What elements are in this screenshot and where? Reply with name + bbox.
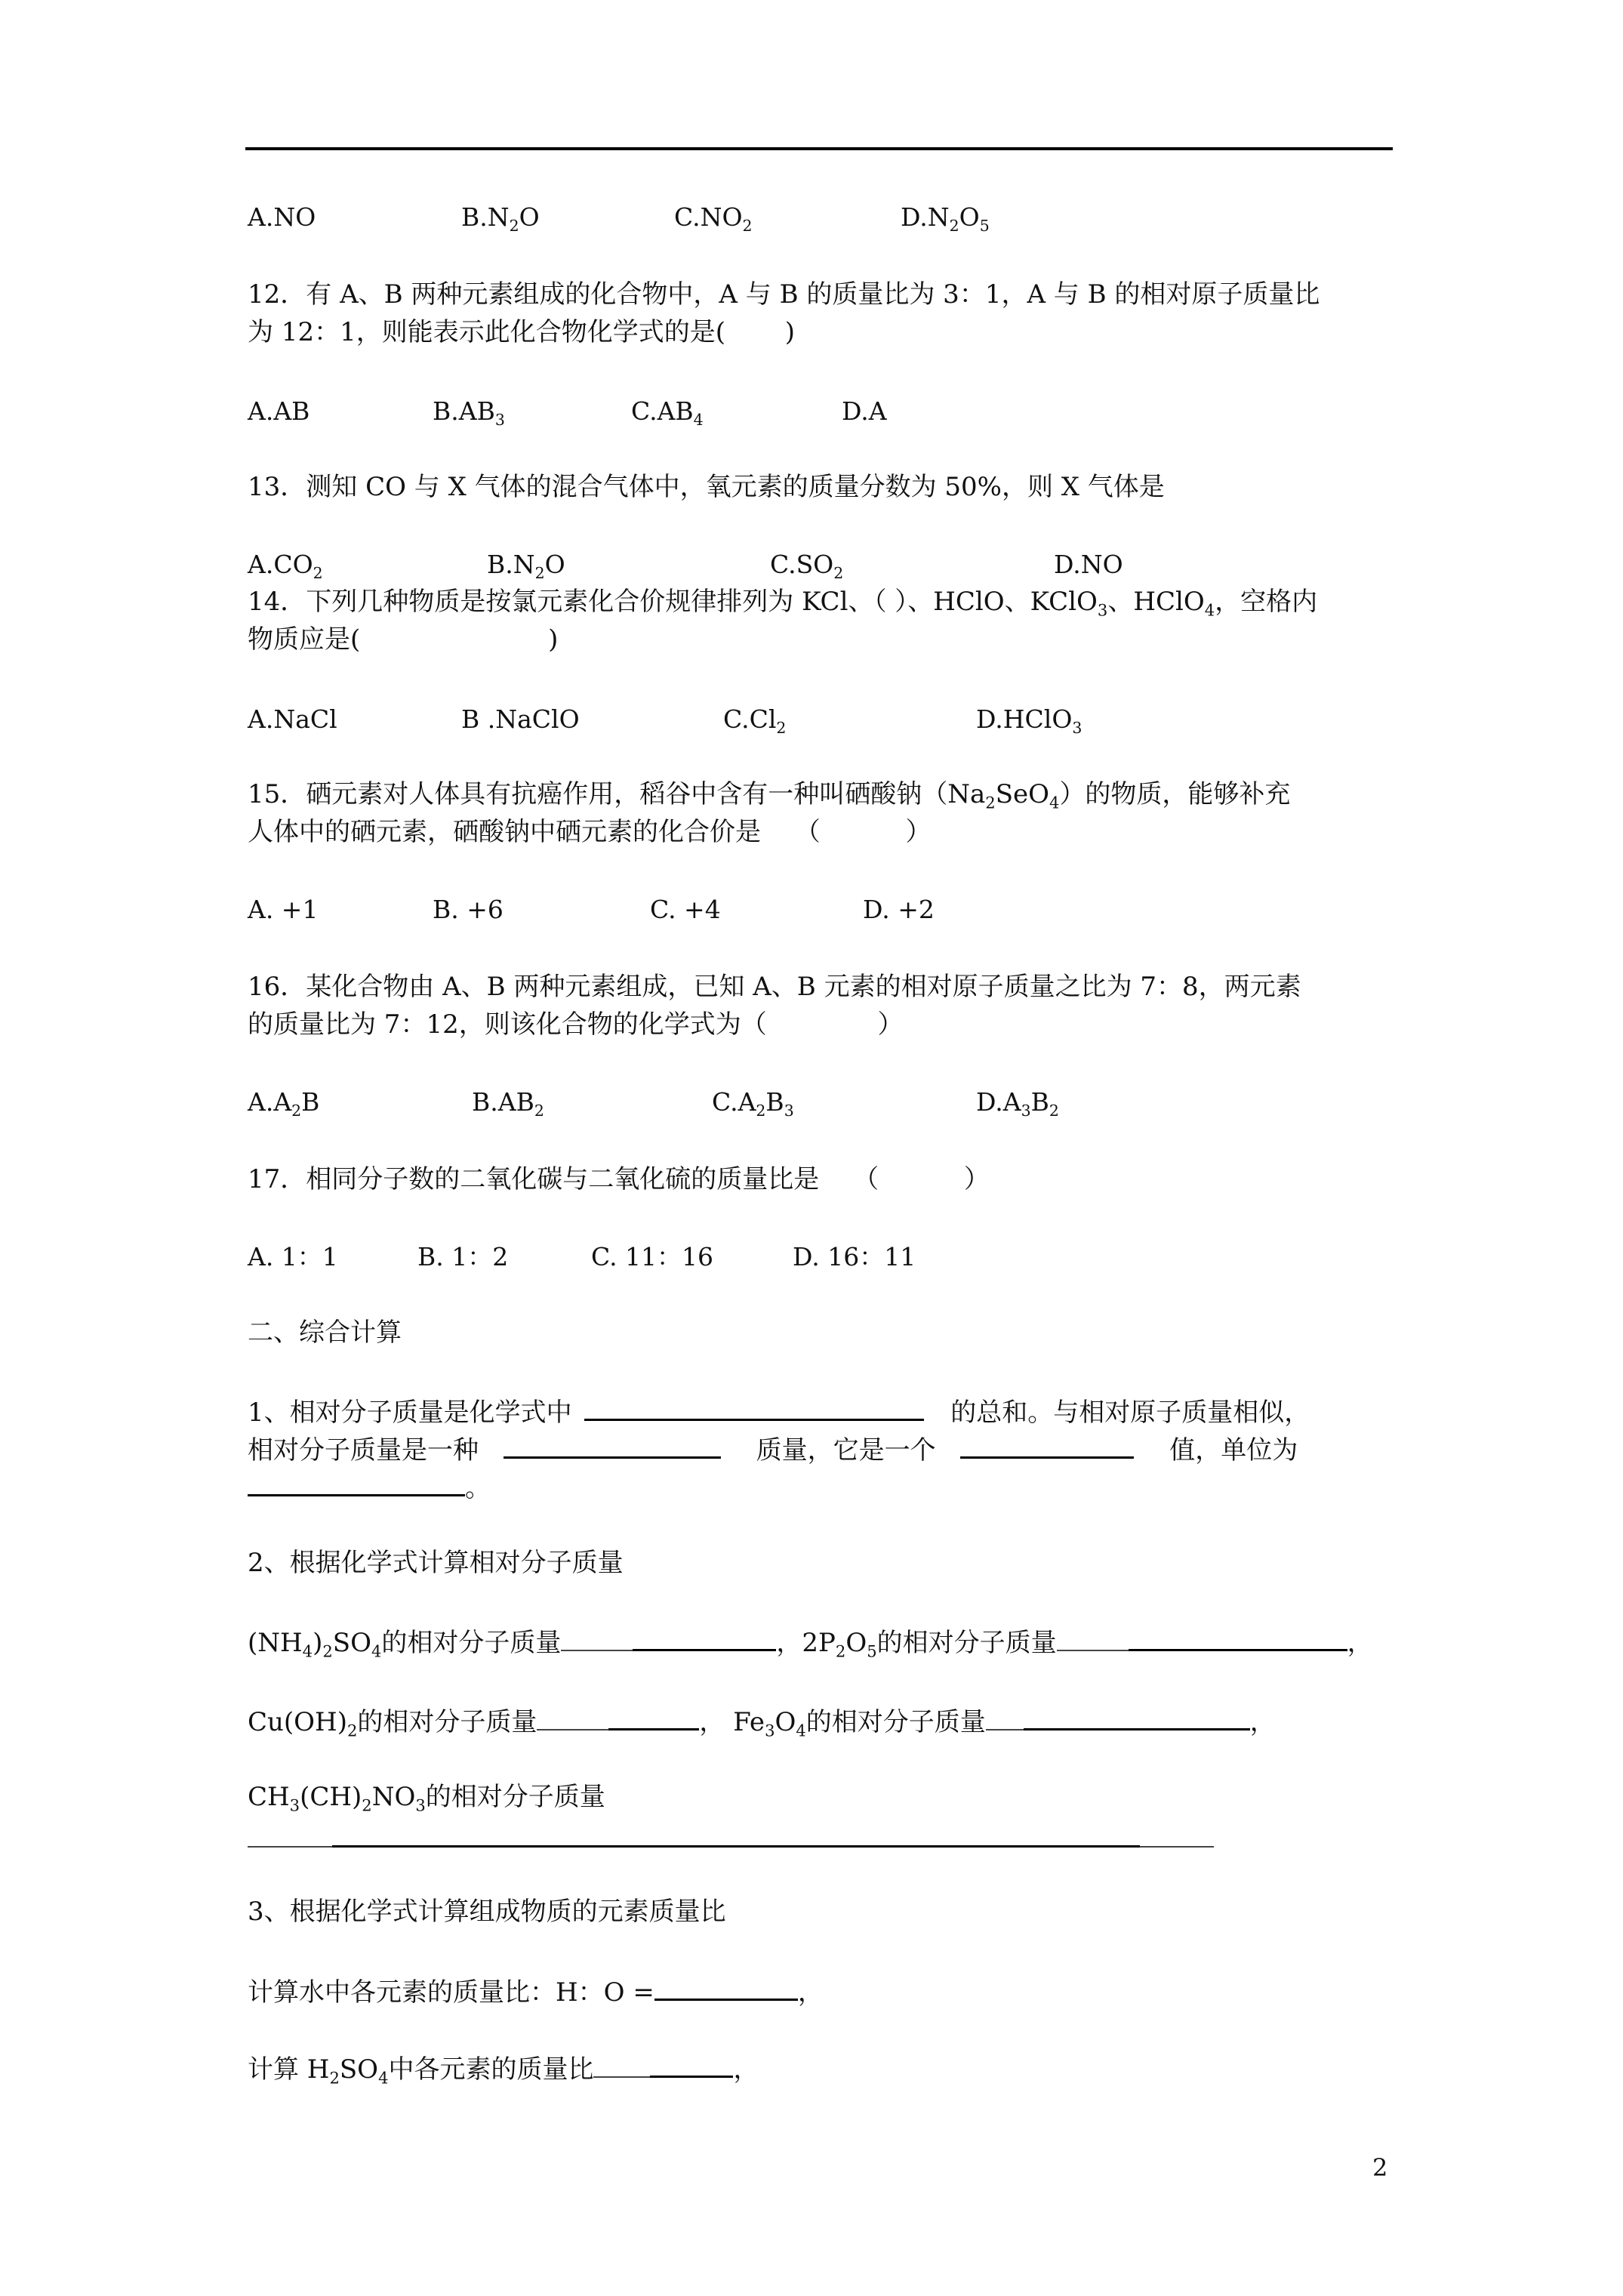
q17-option-c: C. 11：16 (591, 1242, 714, 1271)
answer-blank[interactable] (654, 1974, 798, 2001)
q12-option-a: A.AB (248, 396, 310, 426)
s2-p2-row2: $Cu(OH)_2$的相对分子质量 ， $Fe_3O_4$的相对分子质量 ， (248, 1704, 1276, 1737)
q15-option-c: C. +4 (650, 895, 721, 924)
answer-blank[interactable] (1129, 1625, 1347, 1651)
s2-p2-heading: 2、根据化学式计算相对分子质量 (248, 1548, 624, 1578)
q11-option-d: $D.N_2O_5$ (901, 202, 990, 236)
q15-stem-line2: 人体中的硒元素，硒酸钠中硒元素的化合价是 （ ） (248, 817, 932, 847)
q17-option-b: B. 1：2 (417, 1242, 509, 1271)
q14-option-d: D.HClO$_3$ (976, 704, 1083, 738)
q16-stem-line2: 的质量比为 7：12，则该化合物的化学式为（ ） (248, 1009, 904, 1040)
s2-p1-line3: 。 (248, 1470, 491, 1503)
q16-stem-line1: 16．某化合物由 A、B 两种元素组成，已知 A、B 元素的相对原子质量之比为 7：8，两元素 (248, 972, 1301, 1002)
answer-line-bold (332, 1845, 1140, 1848)
s2-p2-row1: $(NH_4)_2SO_4$的相对分子质量 ，$2P_2O_5$的相对分子质量 ， (248, 1625, 1373, 1658)
q12-option-c: $C.AB_4$ (631, 396, 704, 430)
q13-option-b: $B.N_2O$ (487, 550, 565, 583)
answer-blank[interactable] (504, 1432, 721, 1459)
answer-blank[interactable] (633, 1625, 776, 1651)
q12-stem-line2: 为 12：1，则能表示此化合物化学式的是( ) (248, 317, 796, 347)
q16-option-b: $B.AB_2$ (472, 1087, 544, 1120)
q11-option-b: $B.N_2O$ (461, 202, 540, 236)
q17-option-d: D. 16：11 (793, 1242, 916, 1271)
q14-option-a: A.NaCl (248, 704, 337, 734)
q15-option-d: D. +2 (863, 895, 935, 924)
q16-option-a: $A.A_2B$ (248, 1087, 320, 1120)
q12-option-d: D.A (842, 396, 887, 426)
q14-stem-line1: 14．下列几种物质是按氯元素化合价规律排列为 KCl、（ ）、HClO、KClO$_3$、HClO$_4$，空格内 (248, 587, 1318, 620)
q12-stem-line1: 12．有 A、B 两种元素组成的化合物中，A 与 B 的质量比为 3：1，A 与 B 的相对原子质量比 (248, 279, 1320, 310)
s2-p2-row3: $CH_3(CH)_2NO_3$的相对分子质量 (248, 1782, 605, 1815)
q13-option-a: $A.CO_2$ (248, 550, 323, 583)
q17-option-a: A. 1：1 (248, 1242, 338, 1271)
s2-p1-line1: 1、相对分子质量是化学式中 的总和。与相对原子质量相似， (248, 1395, 1310, 1428)
page-number: 2 (1372, 2153, 1388, 2182)
answer-blank[interactable] (248, 1470, 465, 1496)
header-rule (245, 147, 1393, 150)
q13-option-c: $C.SO_2$ (770, 550, 844, 583)
answer-blank[interactable] (608, 1704, 699, 1730)
answer-blank[interactable] (1024, 1704, 1250, 1730)
q11-option-a: A.NO (248, 202, 316, 232)
answer-blank[interactable] (650, 2051, 733, 2078)
q13-stem: 13．测知 CO 与 X 气体的混合气体中，氧元素的质量分数为 50%，则 X 气体是 (248, 472, 1165, 502)
q16-option-d: $D.A_3B_2$ (976, 1087, 1059, 1120)
s2-p3-heading: 3、根据化学式计算组成物质的元素质量比 (248, 1897, 726, 1927)
q14-option-b: B .NaClO (461, 704, 580, 734)
section-heading: 二、综合计算 (248, 1318, 402, 1348)
q15-stem-line1: 15．硒元素对人体具有抗癌作用，稻谷中含有一种叫硒酸钠$(Na_2SeO_4)$的物质，能够补充 (248, 779, 1291, 812)
s2-p1-line2: 相对分子质量是一种 质量，它是一个 值，单位为 (248, 1432, 1298, 1465)
q14-option-c: $C.Cl_2$ (723, 704, 787, 738)
q15-option-b: B. +6 (433, 895, 504, 924)
q14-stem-line2: 物质应是( ) (248, 624, 559, 655)
answer-blank[interactable] (960, 1432, 1134, 1459)
s2-p3-line1: 计算水中各元素的质量比：H：O = ， (248, 1974, 824, 2008)
q12-option-b: $B.AB_3$ (433, 396, 505, 430)
q17-stem: 17．相同分子数的二氧化碳与二氧化硫的质量比是 （ ） (248, 1164, 990, 1194)
q11-option-c: $C.NO_2$ (674, 202, 753, 236)
q13-option-d: D.NO (1054, 550, 1123, 579)
answer-blank[interactable] (584, 1395, 924, 1421)
q16-option-c: $C.A_2B_3$ (712, 1087, 794, 1120)
s2-p3-line2: 计算 $H_2SO_4$中各元素的质量比 ， (248, 2051, 759, 2085)
q15-option-a: A. +1 (248, 895, 319, 924)
